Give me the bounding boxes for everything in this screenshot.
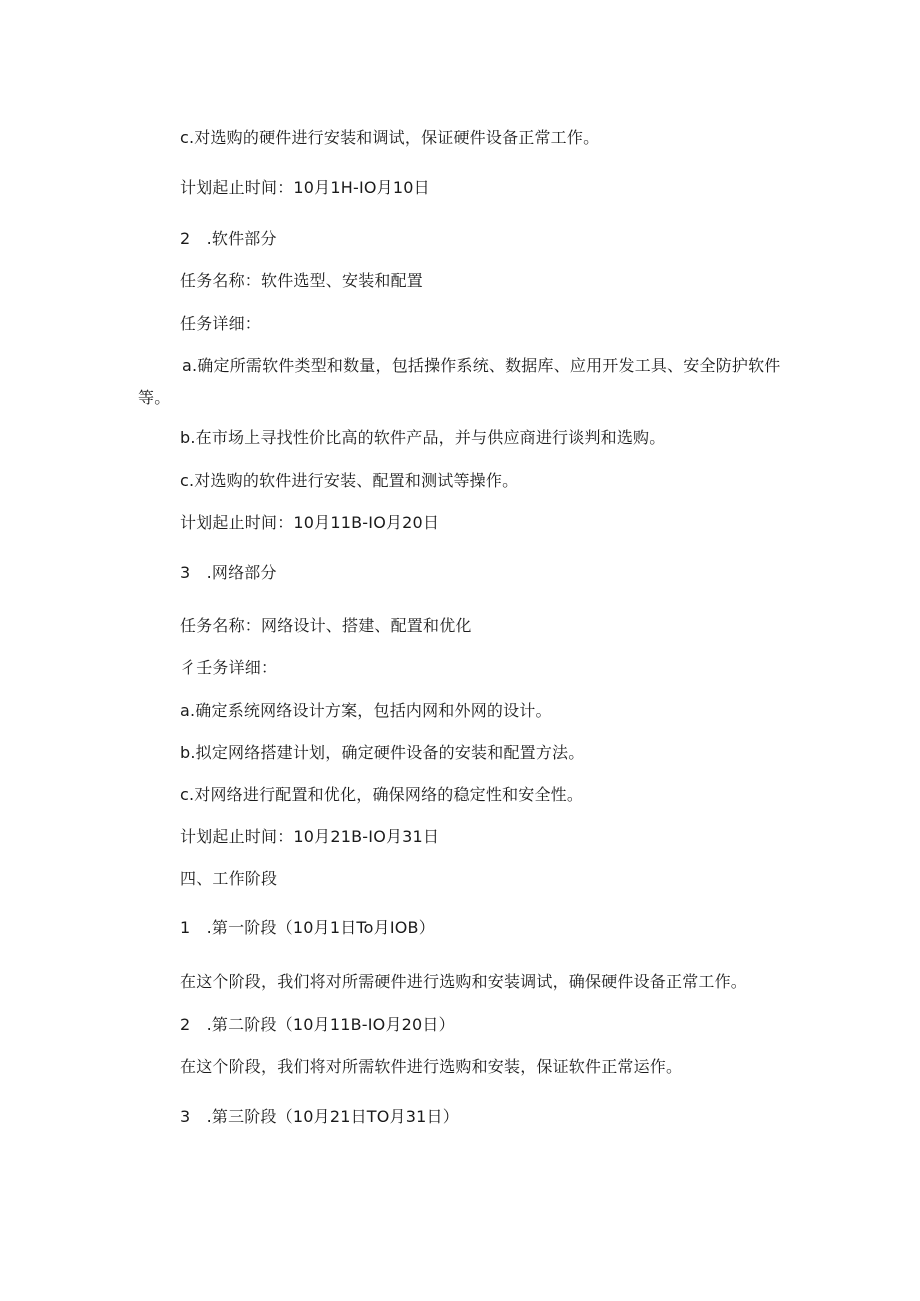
software-item-a: a.确定所需软件类型和数量，包括操作系统、数据库、应用开发工具、安全防护软件等。 (138, 356, 781, 407)
work-stages-heading: 四、工作阶段 (180, 869, 278, 888)
hardware-install-item: c.对选购的硬件进行安装和调试，保证硬件设备正常工作。 (180, 128, 600, 147)
software-section-heading: 2 .软件部分 (180, 229, 277, 248)
network-item-b: b.拟定网络搭建计划，确定硬件设备的安装和配置方法。 (180, 743, 585, 762)
network-schedule: 计划起止时间：10月21B-IO月31日 (180, 827, 440, 846)
software-task-detail-label: 任务详细： (180, 314, 262, 333)
network-item-c: c.对网络进行配置和优化，确保网络的稳定性和安全性。 (180, 785, 584, 804)
software-item-c: c.对选购的软件进行安装、配置和测试等操作。 (180, 471, 519, 490)
software-schedule: 计划起止时间：10月11B-IO月20日 (180, 513, 440, 532)
network-section-heading: 3 .网络部分 (180, 563, 277, 582)
software-item-b: b.在市场上寻找性价比高的软件产品，并与供应商进行谈判和选购。 (180, 428, 666, 447)
stage-3-heading: 3 .第三阶段（10月21日TO月31日） (180, 1107, 459, 1126)
stage-2-heading: 2 .第二阶段（10月11B-IO月20日） (180, 1015, 455, 1034)
network-task-detail-label: 彳壬务详细： (180, 658, 278, 677)
network-item-a: a.确定系统网络设计方案，包括内网和外网的设计。 (180, 701, 552, 720)
stage-2-description: 在这个阶段，我们将对所需软件进行选购和安装，保证软件正常运作。 (180, 1057, 683, 1076)
network-task-name: 任务名称：网络设计、搭建、配置和优化 (180, 616, 472, 635)
hardware-schedule: 计划起止时间：10月1H-IO月10日 (180, 178, 430, 197)
stage-1-description: 在这个阶段，我们将对所需硬件进行选购和安装调试，确保硬件设备正常工作。 (180, 972, 748, 991)
software-task-name: 任务名称：软件选型、安装和配置 (180, 271, 424, 290)
stage-1-heading: 1 .第一阶段（10月1日To月IOB） (180, 918, 435, 937)
